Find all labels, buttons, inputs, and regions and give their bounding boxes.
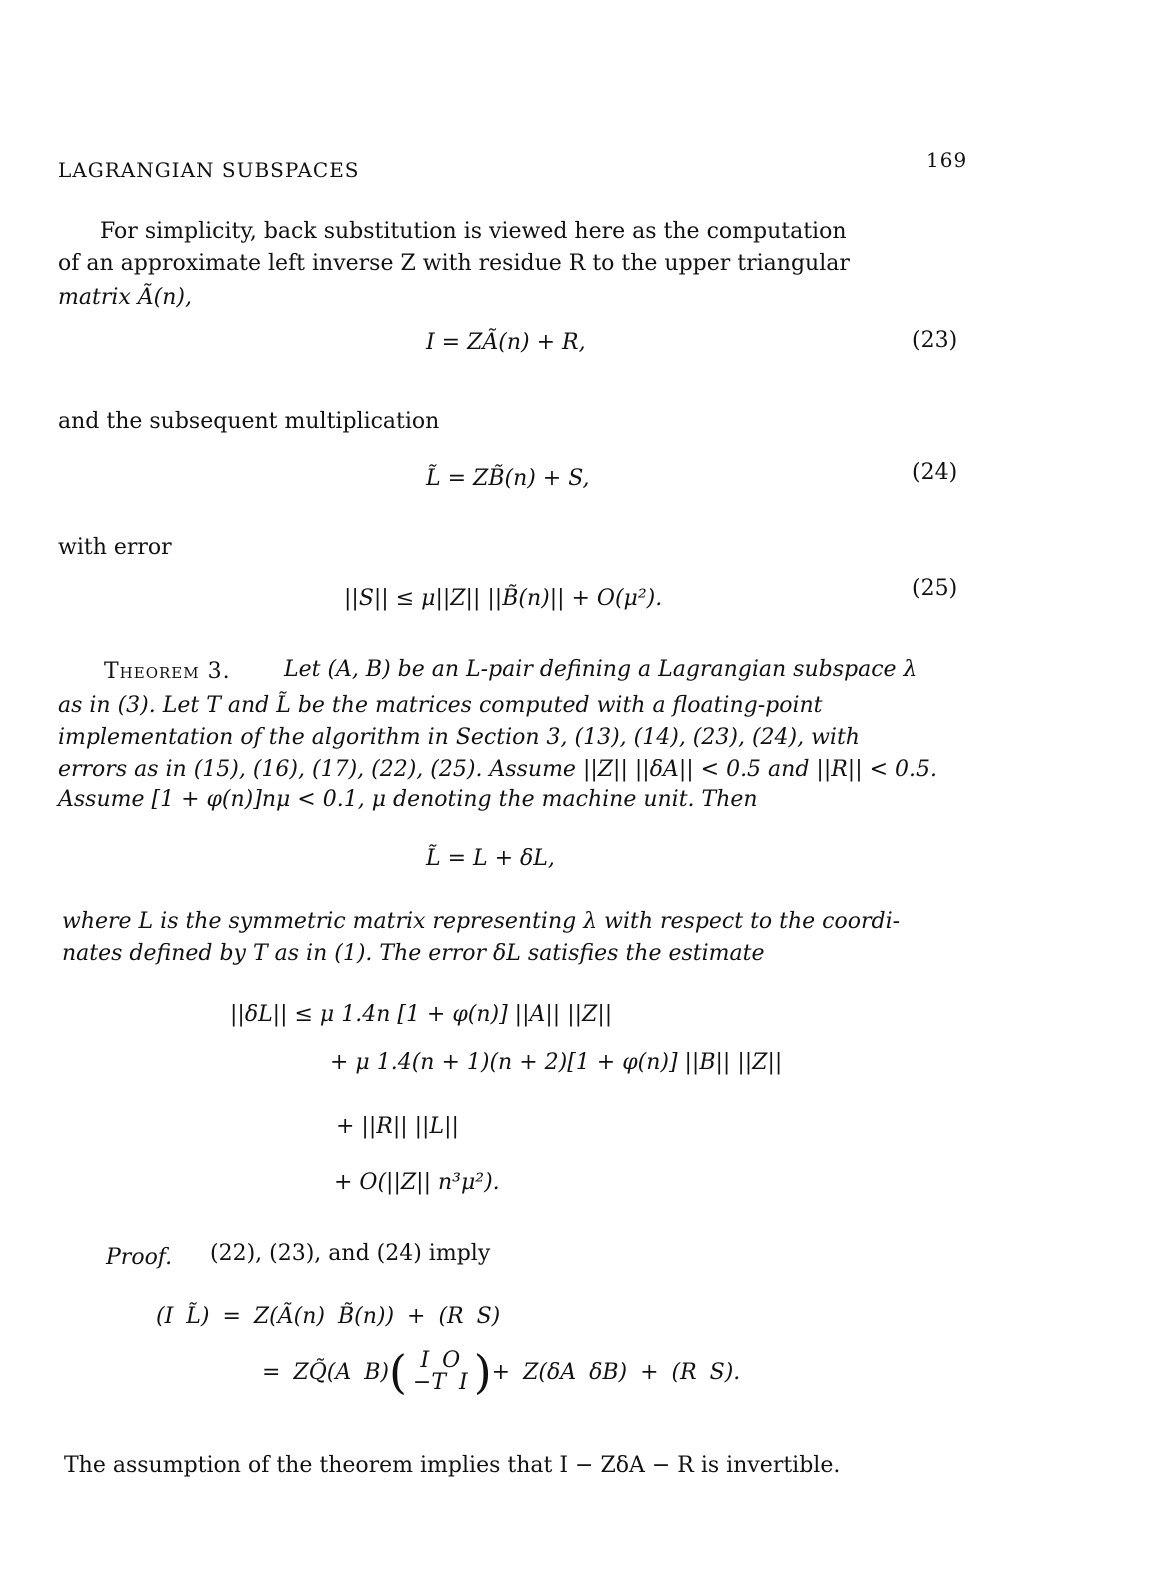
equation-24: L̃ = ZB̃(n) + S,	[426, 466, 590, 491]
proof-label: Proof.	[106, 1245, 173, 1270]
matrix-right-paren: )	[473, 1345, 492, 1399]
para3: with error	[58, 535, 172, 560]
estimate-line4: + O(||Z|| n³μ²).	[334, 1170, 500, 1195]
theorem-line1: Let (A, B) be an L-pair defining a Lagrangian subspace λ	[284, 657, 918, 682]
proof-eq2-post: + Z(δA δB) + (R S).	[491, 1359, 741, 1385]
para2: and the subsequent multiplication	[58, 409, 440, 434]
theorem-line7: nates defined by T as in (1). The error δL satisfies the estimate	[62, 941, 765, 966]
theorem-line3: implementation of the algorithm in Section 3, (13), (14), (23), (24), with	[58, 725, 860, 750]
running-title: LAGRANGIAN SUBSPACES	[58, 158, 360, 182]
proof-text: (22), (23), and (24) imply	[210, 1241, 491, 1266]
equation-number-24: (24)	[912, 460, 958, 485]
para1-line2: of an approximate left inverse Z with residue R to the upper triangular	[58, 251, 850, 276]
theorem-line5: Assume [1 + φ(n)]nμ < 0.1, μ denoting the machine unit. Then	[58, 787, 758, 812]
matrix-bottom-row: −T I	[412, 1370, 468, 1395]
para1-line3: matrix Ã(n),	[58, 285, 192, 310]
matrix-top-row: I O	[420, 1348, 461, 1373]
proof-equation-line1: (I L̃) = Z(Ã(n) B̃(n)) + (R S)	[156, 1304, 501, 1329]
para1-line1: For simplicity, back substitution is viewed here as the computation	[100, 219, 847, 244]
theorem-line2: as in (3). Let T and L̃ be the matrices computed with a floating-point	[58, 693, 823, 718]
estimate-line2: + μ 1.4(n + 1)(n + 2)[1 + φ(n)] ||B|| ||Z||	[330, 1050, 783, 1075]
equation-number-23: (23)	[912, 328, 958, 353]
theorem-line4: errors as in (15), (16), (17), (22), (25). Assume ||Z|| ||δA|| < 0.5 and ||R|| < 0.5.	[58, 757, 938, 782]
block-matrix	[413, 1350, 468, 1394]
equation-number-25: (25)	[912, 576, 958, 601]
page-number: 169	[926, 148, 968, 172]
theorem-line6: where L is the symmetric matrix representing λ with respect to the coordi-	[62, 909, 901, 934]
matrix-left-paren: (	[388, 1345, 407, 1399]
estimate-line1: ||δL|| ≤ μ 1.4n [1 + φ(n)] ||A|| ||Z||	[230, 1002, 613, 1027]
theorem-label: Theorem 3.	[104, 659, 231, 684]
theorem-main-equation: L̃ = L + δL,	[426, 846, 555, 871]
final-line: The assumption of the theorem implies that I − ZδA − R is invertible.	[64, 1453, 841, 1478]
estimate-line3: + ||R|| ||L||	[336, 1114, 459, 1139]
equation-23: I = ZÃ(n) + R,	[426, 330, 586, 355]
proof-eq2-pre: = ZQ̃(A B)	[262, 1359, 389, 1385]
equation-25: ||S|| ≤ μ||Z|| ||B̃(n)|| + O(μ²).	[344, 586, 663, 611]
proof-equation-line2	[262, 1345, 741, 1399]
